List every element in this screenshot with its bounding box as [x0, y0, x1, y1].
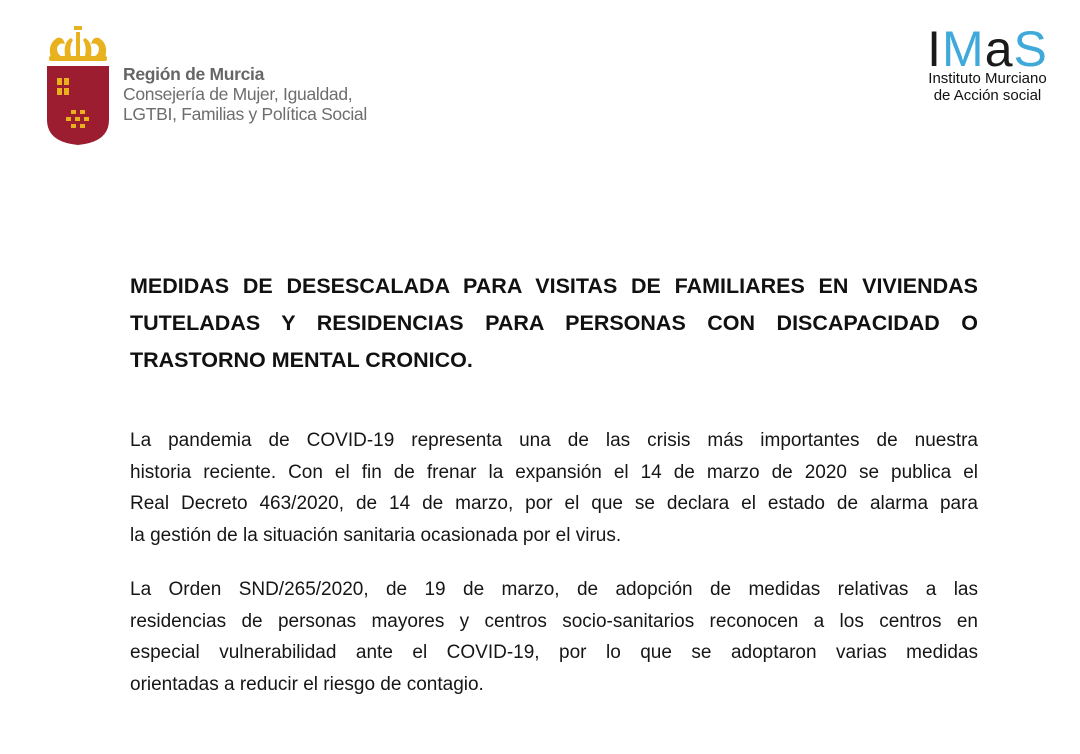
region-murcia-crest-logo: [45, 24, 111, 146]
title-line: TRASTORNO MENTAL CRONICO.: [130, 348, 473, 372]
department-header: [123, 64, 367, 124]
paragraph-2: [130, 574, 978, 700]
text-line: La pandemia de COVID-19 representa una de las crisis más importantes de nuestra: [130, 430, 978, 451]
imas-subtitle: de Acción social: [933, 87, 1042, 104]
document-title: [130, 268, 978, 379]
department-line: Consejería de Mujer, Igualdad,: [123, 84, 353, 104]
text-line: orientadas a reducir el riesgo de contagio.: [130, 673, 484, 695]
paragraph-1: [130, 425, 978, 551]
text-line: La Orden SND/265/2020, de 19 de marzo, de adopción de medidas relativas a las: [130, 579, 978, 600]
text-line: la gestión de la situación sanitaria ocasionada por el virus.: [130, 524, 622, 546]
imas-logo: IMaS: [927, 21, 1048, 77]
text-line: residencias de personas mayores y centros socio-sanitarios reconocen a los centros en: [130, 610, 978, 632]
title-line: TUTELADAS Y RESIDENCIAS PARA PERSONAS CON DISCAPACIDAD O: [130, 311, 978, 335]
text-line: historia reciente. Con el fin de frenar la expansión el 14 de marzo de 2020 se publica el: [130, 461, 978, 483]
title-line: MEDIDAS DE DESESCALADA PARA VISITAS DE FAMILIARES EN VIVIENDAS: [130, 274, 978, 298]
imas-subtitle: Instituto Murciano: [928, 70, 1047, 87]
imas-logo-block: [910, 21, 1065, 104]
department-line: LGTBI, Familias y Política Social: [123, 104, 367, 124]
text-line: Real Decreto 463/2020, de 14 de marzo, por el que se declara el estado de alarma para: [130, 493, 978, 514]
text-line: especial vulnerabilidad ante el COVID-19, por lo que se adoptaron varias medidas: [130, 642, 978, 663]
region-name: Región de Murcia: [123, 64, 265, 84]
